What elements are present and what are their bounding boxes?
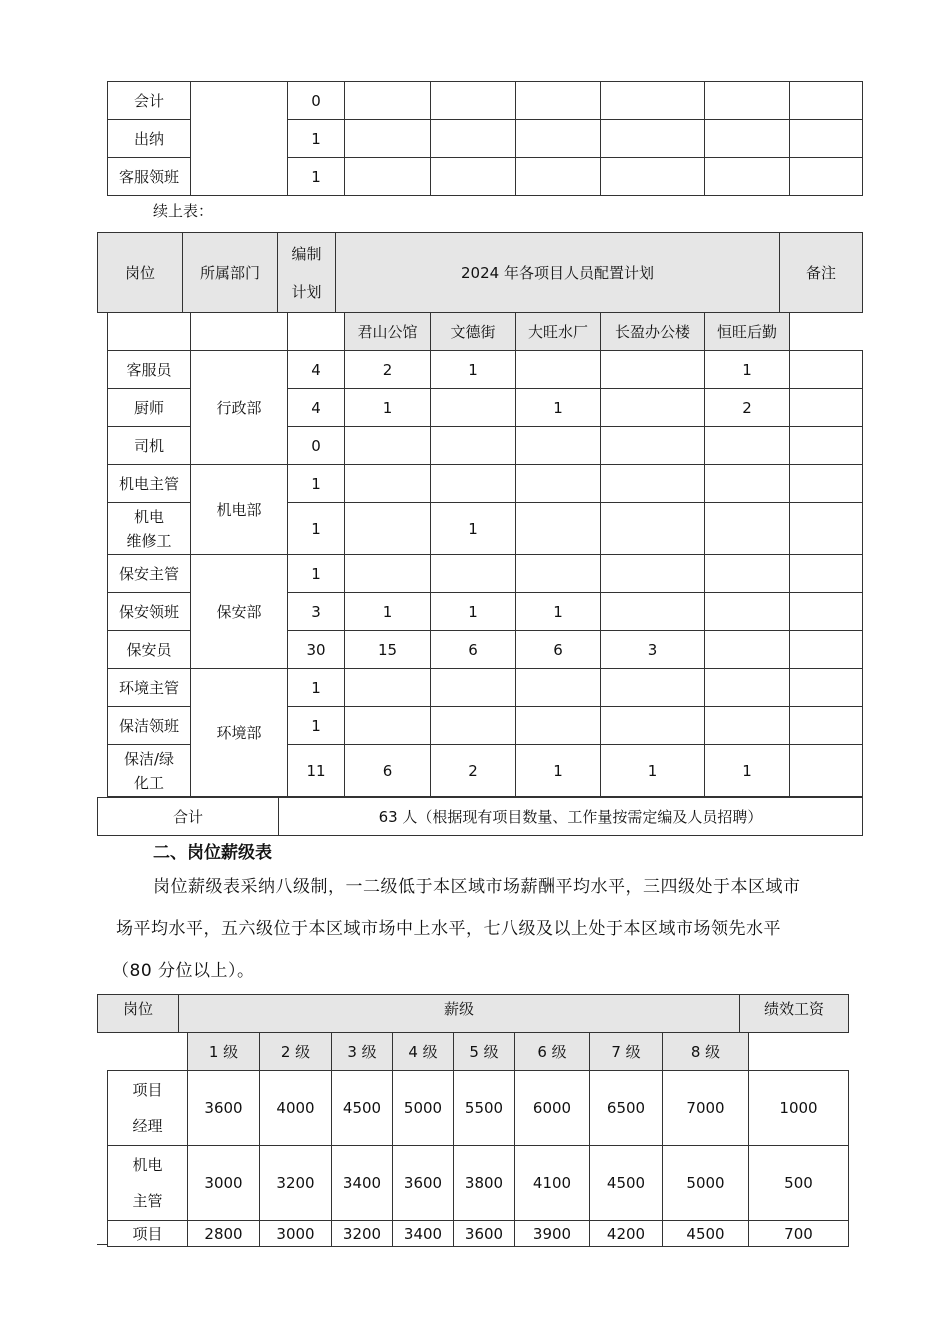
header-bonus: 绩效工资 [740,995,849,1033]
position-cell: 机电主管 [108,465,191,503]
plan-cell: 1 [288,465,345,503]
position-cell: 保安员 [108,631,191,669]
salary-cell: 4000 [260,1071,332,1146]
remark-cell [790,555,863,593]
header-grade: 薪级 [179,995,740,1033]
position-line1: 机电 [132,1156,163,1174]
position-cell [108,745,191,797]
count-cell [345,427,431,465]
salary-cell: 3800 [454,1146,515,1221]
continued-label: 续上表： [153,202,214,220]
count-cell [516,707,601,745]
position-line1: 保洁/绿 [123,749,175,768]
para-line1: 岗位薪级表采纳八级制，一二级低于本区域市场薪酬平均水平，三四级处于本区域市 [153,877,801,897]
header-plan-2024: 2024 年各项目人员配置计划 [336,233,780,313]
header-plan-line1: 编制 [291,244,322,263]
project-name: 长盈办公楼 [601,313,705,351]
header-plan [278,233,336,313]
salary-cell: 5000 [393,1071,454,1146]
count-cell: 6 [516,631,601,669]
salary-cell: 3900 [515,1221,590,1247]
position-cell: 保安领班 [108,593,191,631]
position-cell [108,503,191,555]
count-cell: 1 [431,351,516,389]
project-name: 文德街 [431,313,516,351]
remark-cell [790,503,863,555]
position-cell: 厨师 [108,389,191,427]
remark-cell [790,389,863,427]
position-cell [108,1071,188,1146]
remark-cell [790,593,863,631]
department-cell: 环境部 [191,669,288,797]
count-cell [345,555,431,593]
salary-cell: 3200 [332,1221,393,1247]
staff-table [107,312,863,797]
count-cell [345,669,431,707]
plan-cell: 0 [288,427,345,465]
remark-cell [790,465,863,503]
salary-table-header [97,994,849,1033]
count-cell [516,351,601,389]
count-cell [516,555,601,593]
position-cell: 客服员 [108,351,191,389]
level-label: 2 级 [260,1033,332,1071]
project-name: 君山公馆 [345,313,431,351]
salary-cell: 6000 [515,1071,590,1146]
salary-cell: 4500 [590,1146,663,1221]
count-cell [431,389,516,427]
header-department: 所属部门 [183,233,278,313]
position-cell: 会计 [108,82,191,120]
count-cell [705,707,790,745]
position-cell: 保安主管 [108,555,191,593]
staff-total [97,797,863,836]
count-cell [431,555,516,593]
plan-cell: 30 [288,631,345,669]
position-line2: 维修工 [126,531,172,550]
header-plan-line2: 计划 [291,282,322,301]
department-cell: 机电部 [191,465,288,555]
level-label: 7 级 [590,1033,663,1071]
count-cell: 6 [431,631,516,669]
salary-cell: 4500 [332,1071,393,1146]
header-position: 岗位 [98,233,183,313]
count-cell: 1 [431,503,516,555]
count-cell: 3 [601,631,705,669]
remark-cell [790,669,863,707]
count-cell [705,593,790,631]
count-cell: 1 [345,593,431,631]
count-cell [516,427,601,465]
count-cell [705,503,790,555]
plan-cell: 1 [288,669,345,707]
plan-cell: 1 [288,503,345,555]
remark-cell [790,351,863,389]
count-cell [705,669,790,707]
position-cell: 司机 [108,427,191,465]
count-cell [601,351,705,389]
count-cell: 2 [345,351,431,389]
position-line2: 主管 [132,1192,163,1210]
level-label: 5 级 [454,1033,515,1071]
count-cell [601,707,705,745]
count-cell [516,503,601,555]
position-cell: 客服领班 [108,158,191,196]
salary-cell: 5000 [663,1146,749,1221]
count-cell [431,707,516,745]
salary-cell: 6500 [590,1071,663,1146]
remark-cell [790,745,863,797]
project-name: 恒旺后勤 [705,313,790,351]
total-value: 63 人（根据现有项目数量、工作量按需定编及人员招聘） [279,798,863,836]
para-line3: （80 分位以上）。 [112,961,255,981]
salary-cell: 4500 [663,1221,749,1247]
remark-cell [790,707,863,745]
count-cell [431,427,516,465]
plan-cell: 0 [288,82,345,120]
salary-cell: 3000 [260,1221,332,1247]
count-cell: 1 [601,745,705,797]
count-cell [601,465,705,503]
count-cell [705,465,790,503]
count-cell [601,427,705,465]
staff-table-header [97,232,863,313]
salary-cell: 4100 [515,1146,590,1221]
count-cell: 1 [705,351,790,389]
count-cell: 1 [431,593,516,631]
count-cell [345,503,431,555]
position-line2: 化工 [133,773,164,792]
position-cell: 环境主管 [108,669,191,707]
bonus-cell: 700 [749,1221,849,1247]
count-cell: 1 [705,745,790,797]
salary-cell: 7000 [663,1071,749,1146]
salary-cell: 3000 [188,1146,260,1221]
position-line2: 经理 [132,1117,163,1135]
top-table [107,81,863,196]
plan-cell: 1 [288,120,345,158]
count-cell [345,707,431,745]
total-label: 合计 [98,798,279,836]
count-cell [431,465,516,503]
count-cell [516,465,601,503]
left-edge-divider [97,1244,107,1245]
department-cell: 行政部 [191,351,288,465]
salary-cell: 3400 [393,1221,454,1247]
plan-cell: 4 [288,351,345,389]
count-cell: 1 [516,593,601,631]
salary-cell: 3600 [188,1071,260,1146]
salary-cell: 2800 [188,1221,260,1247]
plan-cell: 1 [288,707,345,745]
count-cell [345,465,431,503]
count-cell: 15 [345,631,431,669]
level-label: 1 级 [188,1033,260,1071]
section-title: 二、岗位薪级表 [153,843,272,863]
count-cell [601,555,705,593]
count-cell [516,669,601,707]
position-cell: 项目 [108,1221,188,1247]
position-line1: 项目 [132,1081,163,1099]
count-cell: 2 [705,389,790,427]
plan-cell: 1 [288,158,345,196]
project-name: 大旺水厂 [516,313,601,351]
header-remark: 备注 [780,233,863,313]
department-cell: 保安部 [191,555,288,669]
salary-cell: 3400 [332,1146,393,1221]
count-cell [431,669,516,707]
level-label: 8 级 [663,1033,749,1071]
plan-cell: 3 [288,593,345,631]
header-position: 岗位 [98,995,179,1033]
remark-cell [790,427,863,465]
count-cell [601,669,705,707]
count-cell [705,555,790,593]
count-cell: 2 [431,745,516,797]
plan-cell: 1 [288,555,345,593]
count-cell [601,389,705,427]
level-label: 3 级 [332,1033,393,1071]
salary-cell: 3200 [260,1146,332,1221]
count-cell [601,503,705,555]
position-cell: 保洁领班 [108,707,191,745]
salary-table [107,1032,849,1247]
count-cell: 1 [516,745,601,797]
plan-cell: 11 [288,745,345,797]
plan-cell: 4 [288,389,345,427]
position-cell: 出纳 [108,120,191,158]
para-line2: 场平均水平，五六级位于本区域市场中上水平，七八级及以上处于本区域市场领先水平 [116,919,781,939]
count-cell [601,593,705,631]
remark-cell [790,631,863,669]
count-cell [705,631,790,669]
position-line1: 机电 [133,507,164,526]
count-cell [705,427,790,465]
level-label: 4 级 [393,1033,454,1071]
salary-cell: 3600 [454,1221,515,1247]
position-cell [108,1146,188,1221]
salary-cell: 5500 [454,1071,515,1146]
count-cell: 1 [516,389,601,427]
count-cell: 1 [345,389,431,427]
count-cell: 6 [345,745,431,797]
salary-cell: 3600 [393,1146,454,1221]
bonus-cell: 500 [749,1146,849,1221]
bonus-cell: 1000 [749,1071,849,1146]
department-cell [191,82,288,196]
level-label: 6 级 [515,1033,590,1071]
salary-cell: 4200 [590,1221,663,1247]
